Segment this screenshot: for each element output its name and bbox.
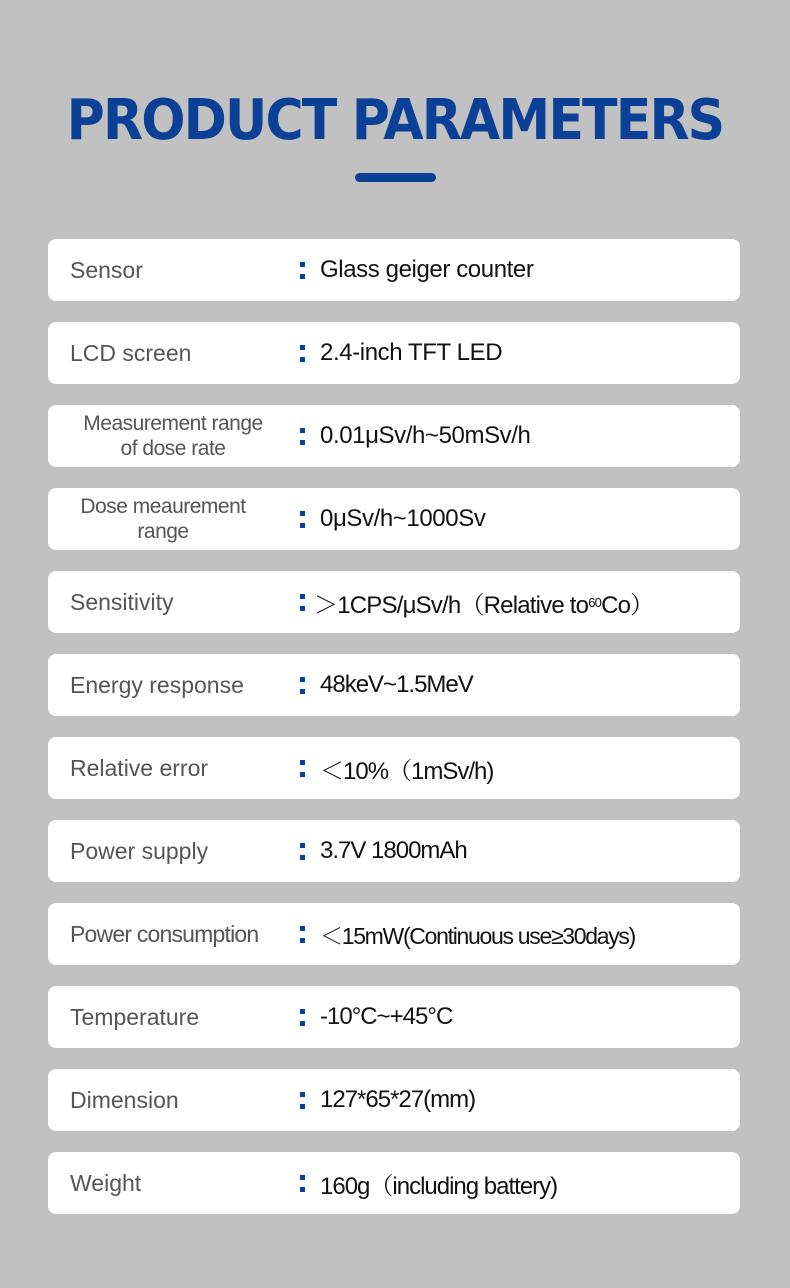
param-value: 3.7V 1800mAh (320, 837, 467, 864)
colon-separator (300, 1175, 305, 1192)
param-row-power-consumption (48, 903, 740, 965)
colon-separator (300, 511, 305, 528)
title-underline-divider (355, 173, 436, 182)
param-row-power-supply (48, 820, 740, 882)
param-value: 160g（including battery) (320, 1172, 558, 1200)
param-label: Energy response (70, 671, 244, 698)
param-label: Dimension (70, 1086, 179, 1113)
param-label: Sensor (70, 256, 143, 283)
param-label-line1: Measurement range (83, 412, 263, 435)
param-value: -10°C~+45°C (320, 1003, 453, 1030)
colon-separator (300, 262, 305, 279)
colon-separator (300, 1092, 305, 1109)
colon-separator (300, 345, 305, 362)
colon-separator (300, 926, 305, 943)
colon-separator (300, 843, 305, 860)
param-label (58, 488, 268, 550)
param-row-dose-rate-range (48, 405, 740, 467)
page-title: PRODUCT PARAMETERS (66, 88, 724, 153)
param-value: ＜10%（1mSv/h) (320, 757, 494, 785)
param-value-tail: Co） (601, 591, 654, 619)
param-row-lcd-screen (48, 322, 740, 384)
param-value: 0.01μSv/h~50mSv/h (320, 422, 531, 449)
param-row-sensitivity (48, 571, 740, 633)
param-row-weight (48, 1152, 740, 1214)
param-label (58, 405, 288, 467)
param-row-sensor (48, 239, 740, 301)
param-row-dimension (48, 1069, 740, 1131)
param-value: ＜15mW(Continuous use≥30days) (320, 922, 635, 949)
param-value-main: ＞1CPS/μSv/h（Relative to (314, 591, 589, 619)
colon-separator (300, 760, 305, 777)
param-label-line2: of dose rate (120, 437, 226, 460)
param-label: Temperature (70, 1003, 200, 1030)
param-label-line1: Dose meaurement (80, 495, 246, 518)
colon-separator (300, 594, 305, 611)
param-row-temperature (48, 986, 740, 1048)
param-value (314, 571, 653, 633)
param-row-energy-response (48, 654, 740, 716)
param-value-superscript: 60 (588, 594, 602, 610)
param-label: Power consumption (70, 920, 259, 947)
param-value: 0μSv/h~1000Sv (320, 505, 486, 532)
colon-separator (300, 1009, 305, 1026)
param-label: LCD screen (70, 339, 192, 366)
param-label: Relative error (70, 754, 209, 781)
param-row-relative-error (48, 737, 740, 799)
param-label: Power supply (70, 837, 209, 864)
param-value: 48keV~1.5MeV (320, 671, 473, 698)
param-value: 127*65*27(mm) (320, 1086, 476, 1113)
param-label: Weight (70, 1169, 142, 1196)
param-label-line2: range (137, 520, 189, 543)
param-row-dose-range (48, 488, 740, 550)
colon-separator (300, 677, 305, 694)
param-value: Glass geiger counter (320, 256, 534, 283)
param-value: 2.4-inch TFT LED (320, 339, 503, 366)
param-label: Sensitivity (70, 588, 174, 615)
colon-separator (300, 428, 305, 445)
